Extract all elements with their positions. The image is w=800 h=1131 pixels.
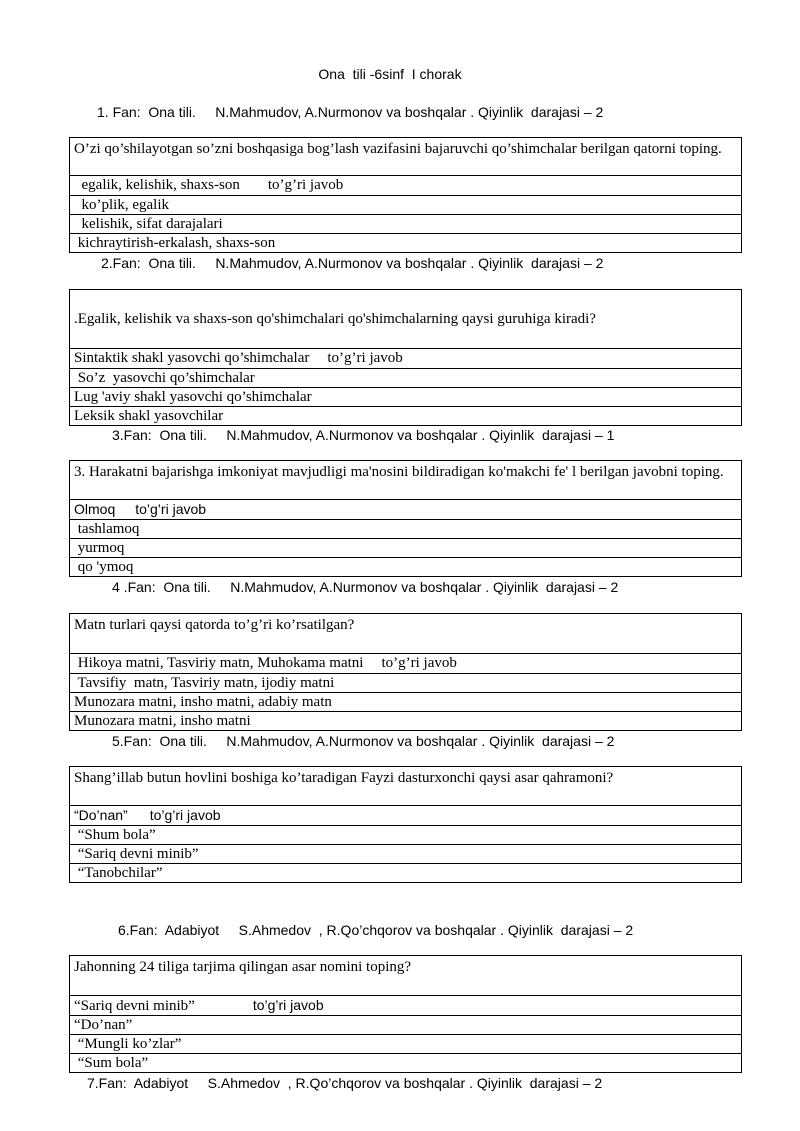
answer-option: [70, 654, 741, 673]
answer-option: [70, 825, 741, 844]
answer-option: [70, 368, 741, 387]
option-text: yurmoq: [74, 540, 125, 556]
correct-answer-mark: to’g’ri javob: [267, 177, 344, 193]
answer-option: [70, 519, 741, 538]
answer-option: [70, 406, 741, 425]
question-text: .Egalik, kelishik va shaxs-son qo'shimchalari qo'shimchalarning qaysi guruhiga kiradi?: [70, 290, 741, 349]
answer-option: [70, 349, 741, 368]
option-text: Tavsifiy matn, Tasviriy matn, ijodiy matni: [74, 675, 335, 691]
option-text: “Shum bola”: [74, 827, 156, 843]
answer-option: [70, 673, 741, 692]
option-text: Sintaktik shakl yasovchi qo’shimchalar: [74, 350, 310, 366]
page-title: Ona tili -6sinf I chorak: [318, 66, 462, 82]
question-header: 7.Fan: Adabiyot S.Ahmedov , R.Qo’chqorov va boshqalar . Qiyinlik darajasi – 2: [87, 1075, 603, 1091]
answer-option: [70, 500, 741, 519]
answer-option: [70, 538, 741, 557]
question-text: Matn turlari qaysi qatorda to’g’ri ko’rsatilgan?: [70, 614, 741, 654]
option-text: “Tanobchilar”: [74, 865, 163, 881]
option-text: Munozara matni, insho matni, adabiy matn: [74, 694, 332, 710]
question-block: [69, 137, 742, 253]
option-text: “Sariq devni minib”: [74, 998, 195, 1014]
option-text: “Mungli ko’zlar”: [74, 1036, 182, 1052]
question-text: 3. Harakatni bajarishga imkoniyat mavjudligi ma'nosini bildiradigan ko'makchi fe' l berilgan javobni toping.: [70, 461, 741, 500]
question-block: [69, 955, 742, 1073]
correct-answer-mark: to’g’ri javob: [381, 655, 457, 671]
option-text: Lug 'aviy shakl yasovchi qo’shimchalar: [74, 389, 312, 405]
correct-answer-mark: to’g’ri javob: [149, 807, 221, 823]
answer-option: [70, 863, 741, 882]
answer-option: [70, 1034, 741, 1053]
answer-option: [70, 1015, 741, 1034]
answer-option: [70, 387, 741, 406]
question-header: 2.Fan: Ona tili. N.Mahmudov, A.Nurmonov va boshqalar . Qiyinlik darajasi – 2: [101, 255, 604, 271]
question-text: Jahonning 24 tiliga tarjima qilingan asar nomini toping?: [70, 956, 741, 996]
answer-option: [70, 806, 741, 825]
option-text: Olmoq: [74, 501, 116, 517]
question-block: [69, 766, 742, 883]
option-text: Munozara matni, insho matni: [74, 713, 251, 729]
option-text: So’z yasovchi qo’shimchalar: [74, 370, 255, 386]
question-header: 3.Fan: Ona tili. N.Mahmudov, A.Nurmonov va boshqalar . Qiyinlik darajasi – 1: [112, 427, 615, 443]
answer-option: [70, 711, 741, 730]
option-text: ko’plik, egalik: [74, 197, 169, 213]
answer-option: [70, 692, 741, 711]
answer-option: [70, 557, 741, 576]
option-text: “Sariq devni minib”: [74, 846, 199, 862]
option-text: kelishik, sifat darajalari: [74, 216, 223, 232]
option-text: Hikoya matni, Tasviriy matn, Muhokama matni: [74, 655, 364, 671]
question-header: 6.Fan: Adabiyot S.Ahmedov , R.Qo’chqorov va boshqalar . Qiyinlik darajasi – 2: [118, 922, 634, 938]
option-text: Leksik shakl yasovchilar: [74, 408, 224, 424]
correct-answer-mark: to’g’ri javob: [252, 997, 324, 1013]
answer-option: [70, 176, 741, 195]
question-text: O’zi qo’shilayotgan so’zni boshqasiga bog’lash vazifasini bajaruvchi qo’shimchalar berilgan qatorni toping.: [70, 138, 741, 176]
option-text: “Sum bola”: [74, 1055, 149, 1071]
question-block: [69, 460, 742, 577]
answer-option: [70, 233, 741, 252]
option-text: tashlamoq: [74, 521, 140, 537]
answer-option: [70, 195, 741, 214]
option-text: “Do’nan”: [74, 807, 128, 823]
question-text: Shang’illab butun hovlini boshiga ko’taradigan Fayzi dasturxonchi qaysi asar qahramoni?: [70, 767, 741, 806]
question-header: 5.Fan: Ona tili. N.Mahmudov, A.Nurmonov va boshqalar . Qiyinlik darajasi – 2: [112, 733, 615, 749]
correct-answer-mark: to’g’ri javob: [135, 501, 207, 517]
option-text: egalik, kelishik, shaxs-son: [74, 177, 240, 193]
question-block: [69, 613, 742, 731]
option-text: “Do’nan”: [74, 1017, 133, 1033]
option-text: kichraytirish-erkalash, shaxs-son: [74, 235, 276, 251]
answer-option: [70, 214, 741, 233]
answer-option: [70, 1053, 741, 1072]
question-block: [69, 289, 742, 426]
option-text: qo 'ymoq: [74, 559, 134, 575]
answer-option: [70, 996, 741, 1015]
answer-option: [70, 844, 741, 863]
question-header: 1. Fan: Ona tili. N.Mahmudov, A.Nurmonov va boshqalar . Qiyinlik darajasi – 2: [97, 104, 604, 120]
correct-answer-mark: to’g’ri javob: [327, 350, 403, 366]
question-header: 4 .Fan: Ona tili. N.Mahmudov, A.Nurmonov va boshqalar . Qiyinlik darajasi – 2: [112, 579, 619, 595]
